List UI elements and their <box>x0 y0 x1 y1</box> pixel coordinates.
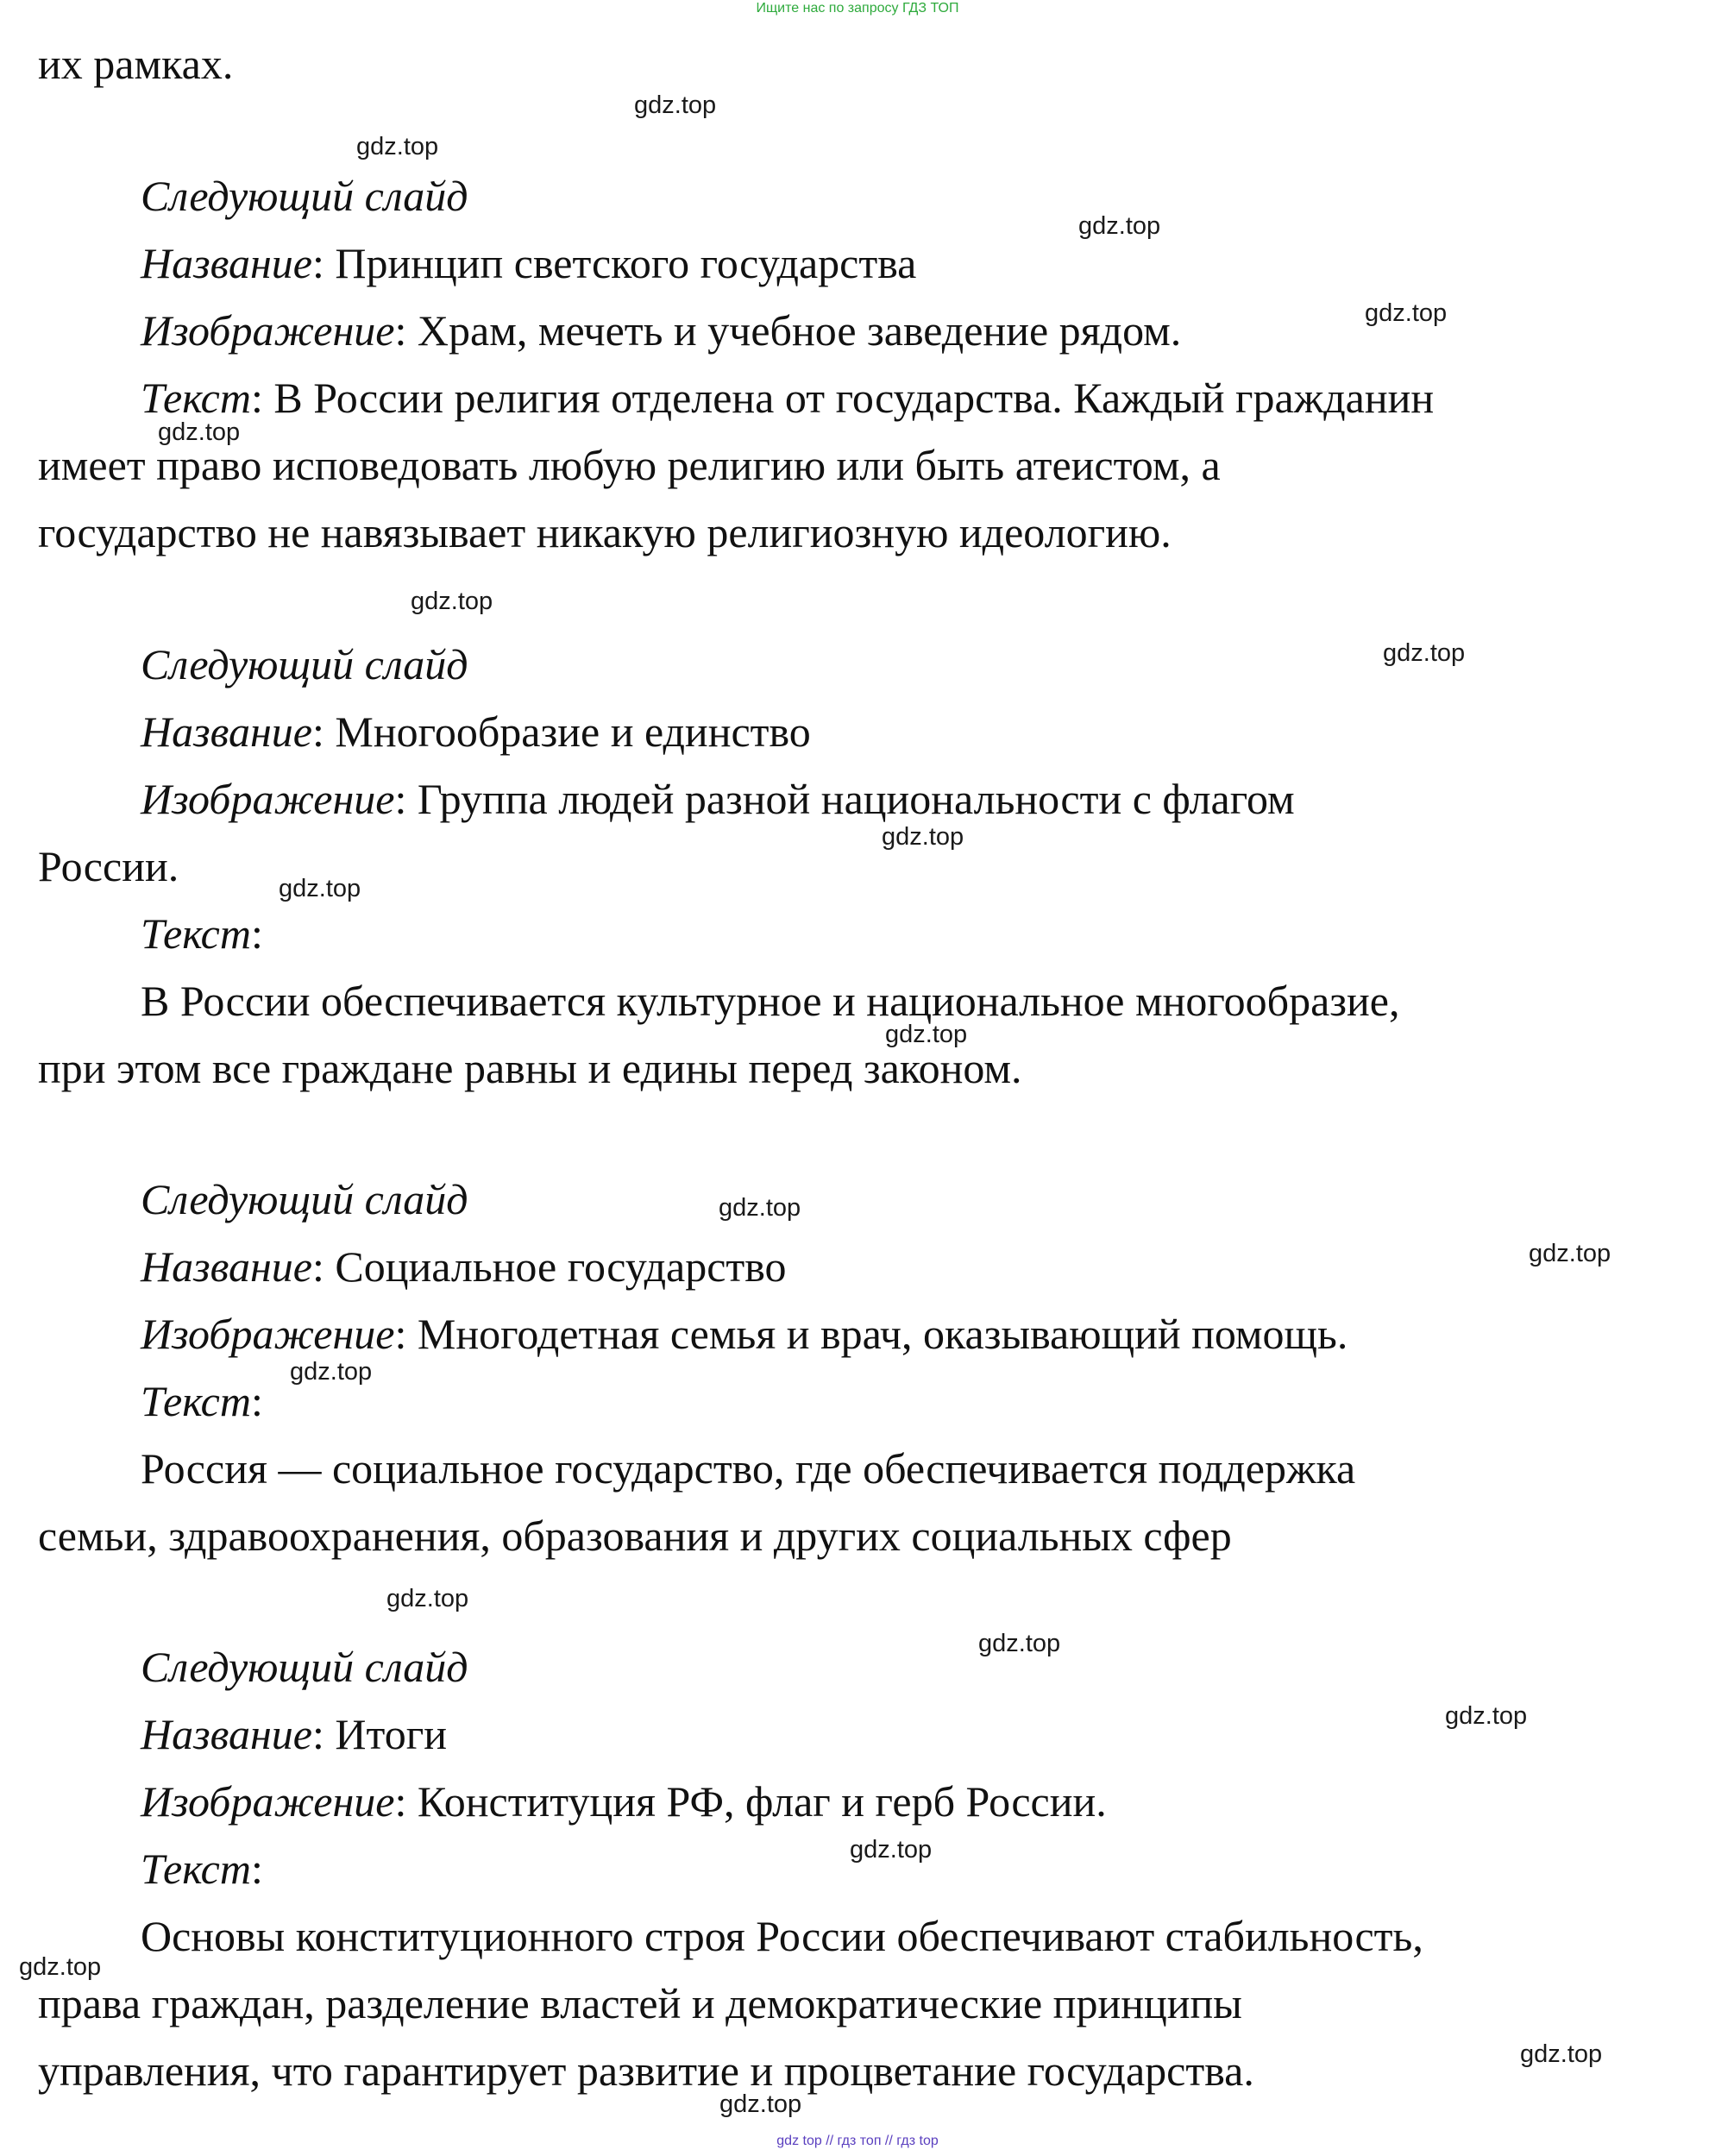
intro-line: их рамках. <box>38 40 234 88</box>
slide2-text-line1: В России обеспечивается культурное и национальное многообразие, <box>141 977 1400 1025</box>
slide3-image-line <box>141 1308 1348 1360</box>
watermark: gdz.top <box>158 418 241 446</box>
watermark: gdz.top <box>1445 1702 1528 1730</box>
slide3-text-label-line <box>141 1375 263 1427</box>
slide1-text-line3: государство не навязывает никакую религиозную идеологию. <box>38 508 1172 556</box>
slide2-title-line <box>141 706 811 757</box>
colon: : <box>394 1777 407 1826</box>
colon: : <box>394 306 407 355</box>
slide2-text-line2: при этом все граждане равны и едины перед законом. <box>38 1044 1022 1092</box>
watermark: gdz.top <box>719 1194 801 1222</box>
slide4-image-line <box>141 1776 1107 1827</box>
slide3-text-line1: Россия — социальное государство, где обеспечивается поддержка <box>141 1444 1356 1493</box>
slide3-title: Социальное государство <box>335 1242 787 1291</box>
watermark: gdz.top <box>719 2090 802 2118</box>
slide3-image: Многодетная семья и врач, оказывающий помощь. <box>417 1310 1348 1358</box>
slide1-image: Храм, мечеть и учебное заведение рядом. <box>417 306 1182 355</box>
colon: : <box>250 1377 263 1425</box>
next-slide-label: Следующий слайд <box>141 1643 468 1691</box>
slide1-text-1: В России религия отделена от государства. Каждый гражданин <box>273 374 1435 422</box>
text-label: Текст <box>141 1845 251 1893</box>
slide1-next-label <box>141 170 468 222</box>
watermark: gdz.top <box>356 133 439 160</box>
footer-banner[interactable]: gdz top // гдз топ // гдз top <box>776 2134 939 2148</box>
title-label: Название <box>141 239 312 287</box>
colon: : <box>394 775 407 823</box>
colon: : <box>311 1242 324 1291</box>
title-label: Название <box>141 1242 312 1291</box>
watermark: gdz.top <box>279 875 361 902</box>
slide4-text-line2: права граждан, разделение властей и демократические принципы <box>38 1979 1242 2027</box>
colon: : <box>250 1845 263 1893</box>
slide1-text-line1 <box>141 372 1434 424</box>
watermark: gdz.top <box>1520 2040 1603 2068</box>
slide4-title-line <box>141 1708 447 1760</box>
colon: : <box>311 1710 324 1758</box>
image-label: Изображение <box>141 1310 395 1358</box>
watermark: gdz.top <box>1365 299 1448 327</box>
colon: : <box>250 374 263 422</box>
slide2-text-label-line <box>141 908 263 959</box>
watermark: gdz.top <box>411 588 493 615</box>
watermark: gdz.top <box>1529 1240 1611 1267</box>
colon: : <box>250 909 263 958</box>
slide4-text-label-line <box>141 1843 263 1895</box>
watermark: gdz.top <box>19 1953 102 1981</box>
slide4-text-line3: управления, что гарантирует развитие и процветание государства. <box>38 2046 1254 2095</box>
slide1-image-line <box>141 305 1181 356</box>
watermark: gdz.top <box>885 1021 968 1048</box>
image-label: Изображение <box>141 306 395 355</box>
slide1-title-line <box>141 237 916 289</box>
watermark: gdz.top <box>850 1836 933 1864</box>
title-label: Название <box>141 1710 312 1758</box>
slide4-text-line1: Основы конституционного строя России обеспечивают стабильность, <box>141 1912 1423 1960</box>
watermark: gdz.top <box>882 823 964 851</box>
slide3-title-line <box>141 1241 787 1292</box>
text-label: Текст <box>141 909 251 958</box>
slide4-title: Итоги <box>335 1710 447 1758</box>
slide4-next-label <box>141 1641 468 1693</box>
next-slide-label: Следующий слайд <box>141 172 468 220</box>
text-label: Текст <box>141 1377 251 1425</box>
slide3-text-line2: семьи, здравоохранения, образования и других социальных сфер <box>38 1512 1232 1560</box>
slide3-next-label <box>141 1173 468 1225</box>
next-slide-label: Следующий слайд <box>141 1175 468 1223</box>
image-label: Изображение <box>141 775 395 823</box>
colon: : <box>394 1310 407 1358</box>
watermark: gdz.top <box>386 1585 469 1612</box>
slide1-text-line2: имеет право исповедовать любую религию или быть атеистом, а <box>38 441 1221 489</box>
title-label: Название <box>141 707 312 756</box>
slide2-image-line1 <box>141 773 1295 825</box>
colon: : <box>311 707 324 756</box>
slide2-image-1: Группа людей разной национальности с флагом <box>417 775 1295 823</box>
watermark: gdz.top <box>290 1358 373 1386</box>
text-label: Текст <box>141 374 251 422</box>
watermark: gdz.top <box>1383 639 1466 667</box>
colon: : <box>311 239 324 287</box>
watermark: gdz.top <box>634 91 717 119</box>
slide4-image: Конституция РФ, флаг и герб России. <box>417 1777 1107 1826</box>
watermark: gdz.top <box>1078 212 1161 240</box>
watermark: gdz.top <box>978 1630 1061 1657</box>
slide2-title: Многообразие и единство <box>335 707 811 756</box>
header-banner[interactable]: Ищите нас по запросу ГДЗ ТОП <box>756 1 959 16</box>
image-label: Изображение <box>141 1777 395 1826</box>
slide2-next-label <box>141 638 468 690</box>
slide1-title: Принцип светского государства <box>335 239 917 287</box>
slide2-image-line2: России. <box>38 842 179 890</box>
next-slide-label: Следующий слайд <box>141 640 468 688</box>
